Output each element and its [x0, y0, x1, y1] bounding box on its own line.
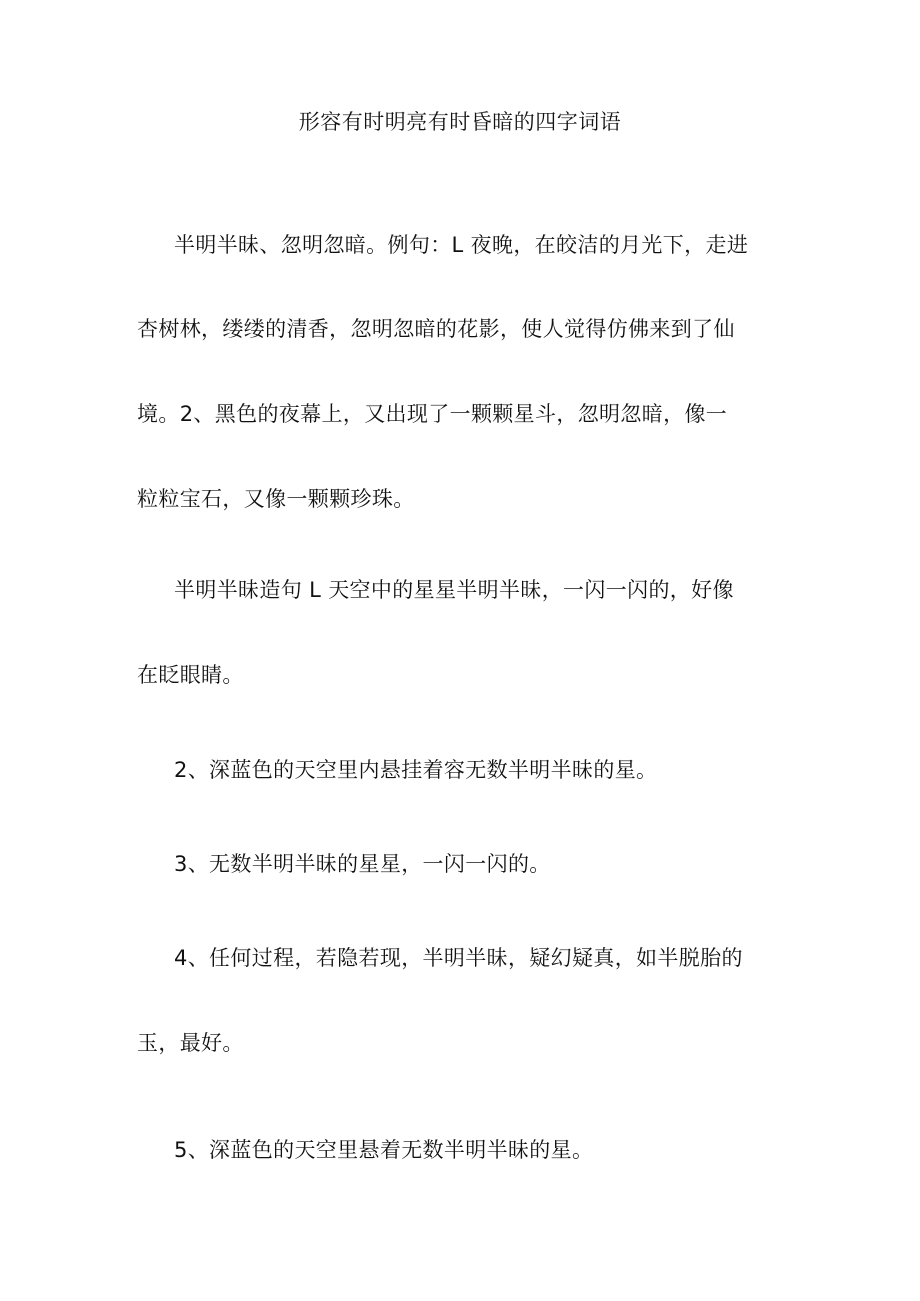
paragraph-1-line-2: 杏树林，缕缕的清香，忽明忽暗的花影，使人觉得仿佛来到了仙	[137, 317, 735, 341]
paragraph-6: 5、深蓝色的天空里悬着无数半明半昧的星。	[174, 1138, 594, 1162]
paragraph-1-line-3: 境。2、黑色的夜幕上，又出现了一颗颗星斗，忽明忽暗，像一	[137, 402, 728, 426]
paragraph-2-line-1: 半明半昧造句 L 天空中的星星半明半昧，一闪一闪的，好像	[174, 578, 734, 602]
paragraph-4: 3、无数半明半昧的星星，一闪一闪的。	[174, 852, 551, 876]
paragraph-2-line-2: 在眨眼睛。	[137, 663, 244, 687]
paragraph-1-line-1: 半明半昧、忽明忽暗。例句：L 夜晚，在皎洁的月光下，走进	[174, 233, 749, 257]
paragraph-3: 2、深蓝色的天空里内悬挂着容无数半明半昧的星。	[174, 758, 658, 782]
document-title: 形容有时明亮有时昏暗的四字词语	[298, 110, 622, 134]
paragraph-5-line-2: 玉，最好。	[137, 1031, 244, 1055]
paragraph-5-line-1: 4、任何过程，若隐若现，半明半昧，疑幻疑真，如半脱胎的	[174, 946, 743, 970]
paragraph-1-line-4: 粒粒宝石，又像一颗颗珍珠。	[137, 487, 415, 511]
